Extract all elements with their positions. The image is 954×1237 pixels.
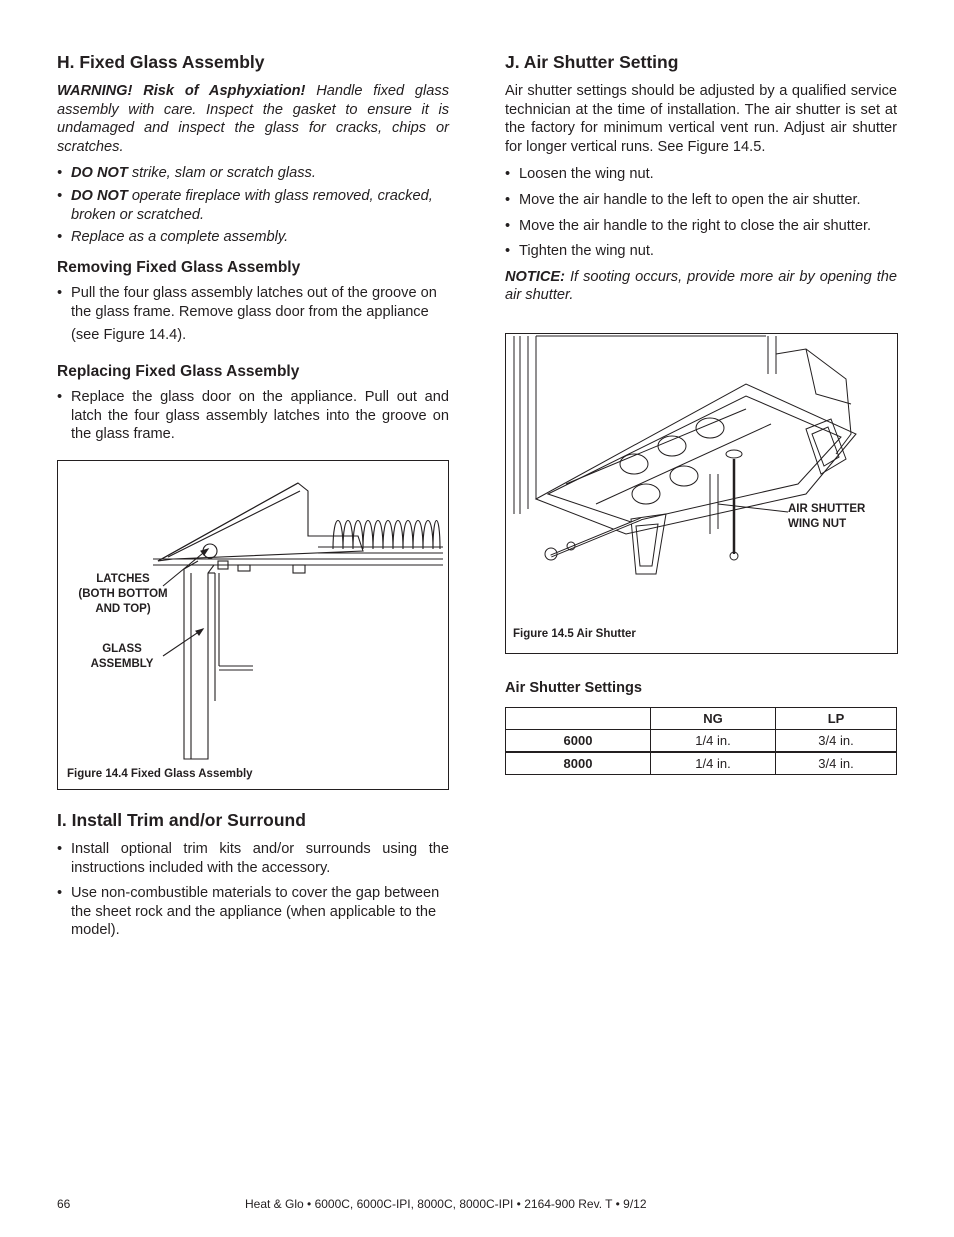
section-i-title: I. Install Trim and/or Surround bbox=[57, 810, 306, 830]
fixed-glass-drawing bbox=[58, 461, 448, 789]
table-cell: 1/4 in. bbox=[651, 730, 776, 753]
figure-caption: Figure 14.4 Fixed Glass Assembly bbox=[67, 768, 253, 780]
header-cell: NG bbox=[651, 708, 776, 730]
list-item-text: Tighten the wing nut. bbox=[519, 243, 654, 260]
list-item-text: operate fireplace with glass removed, cracked, broken or scratched. bbox=[71, 187, 433, 223]
warning-text: Handle fixed glass assembly with care. Inspect the gasket to ensure it is undamaged and inspect the glass for cracks, chips or scratches. bbox=[57, 83, 450, 155]
figure-caption: Figure 14.5 Air Shutter bbox=[513, 628, 636, 640]
callout-line: AIR SHUTTER bbox=[788, 503, 866, 515]
list-item-text: Install optional trim kits and/or surrounds using the instructions included with the accessory. bbox=[71, 841, 449, 876]
wing-nut-callout bbox=[788, 502, 865, 532]
list-item bbox=[505, 242, 897, 261]
list-item bbox=[57, 388, 449, 444]
table-header-row bbox=[506, 708, 897, 730]
page-number: 66 bbox=[57, 1197, 71, 1211]
callout-line: LATCHES bbox=[96, 573, 150, 585]
trim-list bbox=[57, 840, 449, 940]
table-row bbox=[506, 752, 897, 775]
warning-lead: WARNING! Risk of Asphyxiation! bbox=[57, 83, 306, 99]
list-item bbox=[57, 884, 449, 940]
list-item-text: Replace the glass door on the appliance. Pull out and latch the four glass assembly latches into the groove on the glass frame. bbox=[71, 389, 449, 443]
warning-paragraph bbox=[57, 82, 449, 156]
latches-callout bbox=[68, 572, 178, 617]
callout-line: GLASS bbox=[102, 643, 142, 655]
glass-assembly-callout bbox=[72, 642, 172, 672]
callout-line: AND TOP) bbox=[95, 603, 151, 615]
air-shutter-steps bbox=[505, 165, 897, 260]
notice-text: If sooting occurs, provide more air by opening the air shutter. bbox=[505, 268, 897, 304]
list-item-text: Move the air handle to the right to close the air shutter. bbox=[519, 217, 872, 234]
list-item-text: Use non-combustible materials to cover the gap between the sheet rock and the appliance (when applicable to the model). bbox=[71, 885, 440, 939]
section-h-title: H. Fixed Glass Assembly bbox=[57, 52, 265, 72]
section-j-title: J. Air Shutter Setting bbox=[505, 52, 679, 72]
notice-paragraph bbox=[505, 268, 897, 305]
air-shutter-settings bbox=[505, 680, 897, 775]
header-cell bbox=[506, 708, 651, 730]
list-item bbox=[57, 284, 449, 346]
list-item-text: Move the air handle to the left to open the air shutter. bbox=[519, 191, 861, 208]
list-item bbox=[505, 217, 897, 236]
list-item bbox=[57, 187, 449, 224]
callout-line: WING NUT bbox=[788, 518, 847, 530]
list-item bbox=[505, 165, 897, 184]
do-not-label: DO NOT bbox=[71, 187, 128, 204]
list-item bbox=[505, 191, 897, 210]
document-info: Heat & Glo • 6000C, 6000C-IPI, 8000C, 8000C-IPI • 2164-900 Rev. T • 9/12 bbox=[245, 1197, 647, 1211]
table-cell: 1/4 in. bbox=[651, 752, 776, 775]
list-item-text: Replace as a complete assembly. bbox=[71, 229, 289, 246]
removing-title: Removing Fixed Glass Assembly bbox=[57, 258, 301, 276]
list-item-text: Pull the four glass assembly latches out of the groove on the glass frame. Remove glass door from the appliance bbox=[71, 284, 437, 321]
table-cell: 6000 bbox=[506, 730, 651, 753]
notice-lead: NOTICE: bbox=[505, 268, 565, 285]
table-cell: 3/4 in. bbox=[776, 730, 897, 753]
header-cell: LP bbox=[776, 708, 897, 730]
air-shutter-drawing bbox=[506, 334, 897, 653]
section-i bbox=[57, 808, 449, 948]
replacing-title: Replacing Fixed Glass Assembly bbox=[57, 363, 300, 381]
table-cell: 3/4 in. bbox=[776, 752, 897, 775]
settings-table bbox=[505, 707, 897, 775]
do-not-label: DO NOT bbox=[71, 165, 128, 182]
list-item bbox=[57, 164, 449, 183]
list-item bbox=[57, 840, 449, 877]
list-item-text: strike, slam or scratch glass. bbox=[127, 165, 316, 182]
figure-air-shutter bbox=[505, 333, 898, 654]
glass-warning-list bbox=[57, 164, 449, 246]
removing-list bbox=[57, 284, 449, 346]
replacing-list bbox=[57, 388, 449, 444]
table-title: Air Shutter Settings bbox=[505, 680, 643, 696]
right-column bbox=[505, 50, 897, 313]
left-column bbox=[57, 50, 449, 452]
callout-line: ASSEMBLY bbox=[90, 658, 154, 670]
list-item-text: Loosen the wing nut. bbox=[519, 166, 654, 183]
list-item bbox=[57, 228, 449, 247]
figure-fixed-glass-assembly bbox=[57, 460, 449, 790]
callout-line: (BOTH BOTTOM bbox=[78, 588, 168, 600]
list-item-text: (see Figure 14.4). bbox=[71, 326, 187, 343]
table-cell: 8000 bbox=[506, 752, 651, 775]
air-shutter-intro: Air shutter settings should be adjusted by a qualified service technician at the time of installation. The air shutter is set at the factory for minimum vertical vent run. Adjust air shutter for longer vertical runs. See Figure 14.5. bbox=[505, 83, 897, 155]
table-row bbox=[506, 730, 897, 753]
